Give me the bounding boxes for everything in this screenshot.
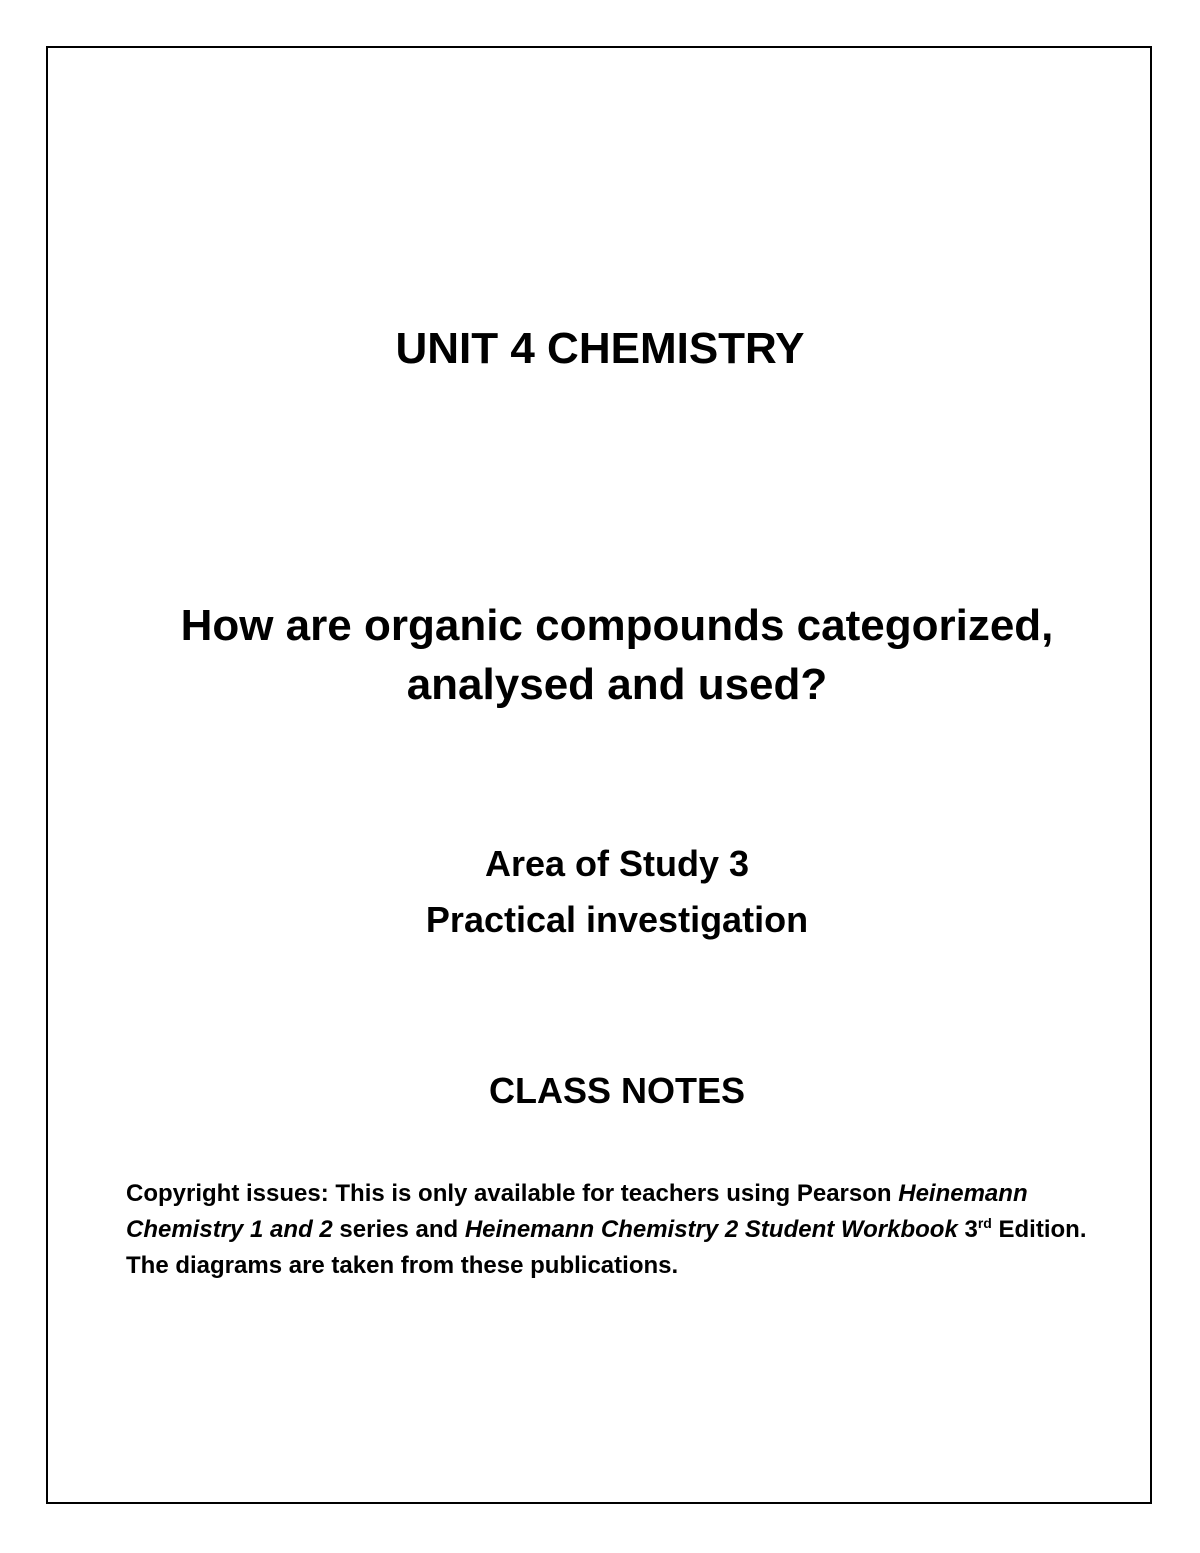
- document-title: UNIT 4 CHEMISTRY: [395, 324, 805, 373]
- book-title-1: Heinemann Chemistry 1 and 2: [126, 1180, 1028, 1243]
- copyright-text-2: series and: [332, 1216, 465, 1243]
- area-of-study-number: Area of Study 3: [484, 843, 750, 884]
- copyright-notice: [126, 1176, 1106, 1284]
- copyright-text-1: Copyright issues: This is only available for teachers using Pearson: [126, 1180, 899, 1207]
- book-title-2: Heinemann Chemistry 2 Student Workbook: [464, 1216, 958, 1243]
- page-border: [46, 46, 1152, 1504]
- unit-question-line-2: analysed and used?: [406, 660, 828, 709]
- unit-question: [0, 596, 1200, 714]
- copyright-text-3: Edition. The diagrams are taken from these publications.: [126, 1216, 1087, 1279]
- unit-question-line-1: How are organic compounds categorized,: [180, 601, 1054, 650]
- edition-number: 3: [957, 1216, 978, 1243]
- edition-ordinal-suffix: rd: [977, 1215, 992, 1231]
- class-notes-label: CLASS NOTES: [488, 1070, 746, 1111]
- area-of-study-title: Practical investigation: [425, 899, 809, 940]
- area-of-study: [0, 836, 1200, 948]
